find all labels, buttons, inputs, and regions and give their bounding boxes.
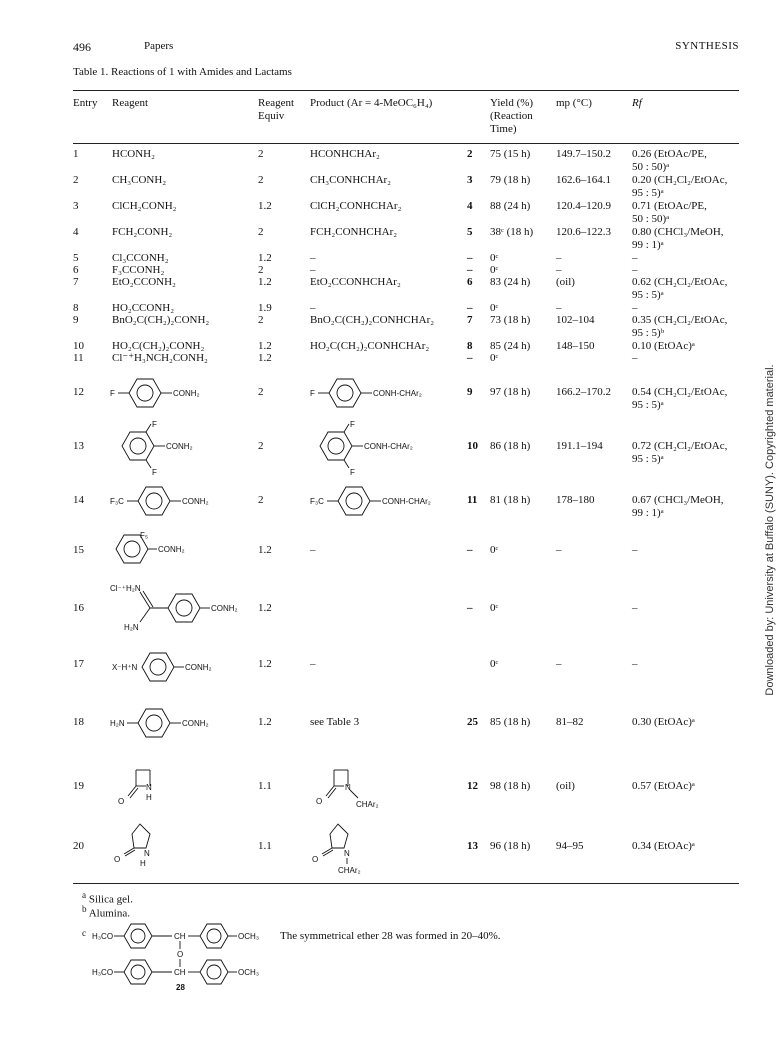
svg-text:O: O: [177, 950, 184, 959]
cell-entry: 9: [73, 314, 79, 326]
svg-text:F: F: [152, 468, 157, 477]
cell-reagent: Cl⁻⁺H₃NCH₂CONH₂: [112, 352, 208, 364]
svg-text:CHAr₂: CHAr₂: [338, 866, 361, 875]
cell-equiv: 2: [258, 440, 264, 452]
cell-mp: –: [556, 252, 562, 264]
cell-product: HCONHCHAr₂: [310, 148, 380, 160]
cell-mp: 149.7–150.2: [556, 148, 611, 160]
cell-yield: 83 (24 h): [490, 276, 531, 288]
structure-azetidinone: [110, 764, 170, 816]
cell-equiv: 1.2: [258, 200, 272, 212]
cell-yield: 73 (18 h): [490, 314, 531, 326]
cell-mp: –: [556, 544, 562, 556]
svg-text:F: F: [350, 420, 355, 429]
cell-rf: 0.10 (EtOAc)ᵃ: [632, 340, 695, 352]
structure-product-10: [316, 420, 466, 476]
svg-text:CHAr₂: CHAr₂: [356, 800, 379, 809]
cell-yield: 85 (24 h): [490, 340, 531, 352]
cell-mp: –: [556, 264, 562, 276]
cell-yield: 0ᶜ: [490, 302, 499, 314]
cell-mp: 94–95: [556, 840, 584, 852]
cell-yield: 0ᶜ: [490, 352, 499, 364]
cell-mp: 166.2–170.2: [556, 386, 611, 398]
cell-num: –: [467, 302, 473, 314]
cell-rf: 0.72 (CH₂Cl₂/EtOAc, 95 : 5)ᵃ: [632, 440, 728, 465]
cell-num: 8: [467, 340, 473, 352]
table-top-rule: [73, 90, 739, 91]
cell-rf: –: [632, 602, 638, 614]
section-title: Papers: [144, 40, 174, 52]
cell-entry: 2: [73, 174, 79, 186]
structure-4-fluorobenzamide: [110, 374, 220, 410]
cell-entry: 16: [73, 602, 84, 614]
cell-entry: 19: [73, 780, 84, 792]
svg-text:H₂N: H₂N: [110, 719, 125, 728]
cell-product: ClCH₂CONHCHAr₂: [310, 200, 402, 212]
cell-rf: –: [632, 302, 638, 314]
svg-text:F: F: [152, 420, 157, 429]
cell-num: 3: [467, 174, 473, 186]
cell-num: 12: [467, 780, 478, 792]
svg-text:CONH₂: CONH₂: [166, 442, 193, 451]
cell-yield: 96 (18 h): [490, 840, 531, 852]
svg-text:N: N: [146, 783, 152, 792]
structure-ether-28: [92, 922, 272, 992]
cell-mp: 102–104: [556, 314, 595, 326]
cell-mp: –: [556, 302, 562, 314]
svg-text:O: O: [316, 797, 323, 806]
cell-reagent: HO₂C(CH₂)₂CONH₂: [112, 340, 205, 352]
structure-4-aminobenzamide: [110, 704, 240, 740]
cell-rf: 0.62 (CH₂Cl₂/EtOAc, 95 : 5)ᵃ: [632, 276, 728, 301]
svg-text:F: F: [350, 468, 355, 477]
svg-text:CONH-CHAr₂: CONH-CHAr₂: [373, 389, 422, 398]
cell-entry: 20: [73, 840, 84, 852]
cell-mp: –: [556, 658, 562, 670]
cell-num: 5: [467, 226, 473, 238]
cell-product: –: [310, 658, 316, 670]
svg-text:O: O: [114, 855, 121, 864]
cell-num: 10: [467, 440, 478, 452]
cell-rf: 0.54 (CH₂Cl₂/EtOAc, 95 : 5)ᵃ: [632, 386, 728, 411]
cell-mp: 178–180: [556, 494, 595, 506]
svg-text:CONH₂: CONH₂: [182, 719, 209, 728]
cell-entry: 11: [73, 352, 84, 364]
cell-equiv: 2: [258, 314, 264, 326]
svg-text:CH: CH: [174, 932, 186, 941]
cell-mp: 120.6–122.3: [556, 226, 611, 238]
structure-2-6-difluorobenzamide: [118, 420, 228, 476]
cell-yield: 98 (18 h): [490, 780, 531, 792]
cell-product: EtO₂CCONHCHAr₂: [310, 276, 401, 288]
cell-entry: 6: [73, 264, 79, 276]
cell-yield: 38ᶜ (18 h): [490, 226, 534, 238]
structure-product-9: [310, 374, 460, 410]
svg-text:H: H: [140, 859, 146, 868]
footnote-a: $^a$ Silica gel.: [82, 890, 133, 906]
col-yield: Yield (%) (Reaction Time): [490, 97, 534, 135]
cell-num: –: [467, 544, 473, 556]
svg-text:CH: CH: [174, 968, 186, 977]
cell-rf: 0.26 (EtOAc/PE, 50 : 50)ᵃ: [632, 148, 707, 173]
cell-product: see Table 3: [310, 716, 360, 728]
cell-product: –: [310, 302, 316, 314]
col-mp: mp (°C): [556, 97, 592, 109]
cell-yield: 81 (18 h): [490, 494, 531, 506]
cell-num: 7: [467, 314, 473, 326]
cell-reagent: BnO₂C(CH₂)₂CONH₂: [112, 314, 210, 326]
structure-product-13: [308, 822, 388, 882]
svg-text:CONH-CHAr₂: CONH-CHAr₂: [364, 442, 413, 451]
svg-text:O: O: [118, 797, 125, 806]
cell-entry: 8: [73, 302, 79, 314]
cell-product: –: [310, 252, 316, 264]
cell-num: –: [467, 264, 473, 276]
cell-reagent: CH₃CONH₂: [112, 174, 167, 186]
footnote-c-mark: c: [82, 928, 87, 938]
svg-text:CONH₂: CONH₂: [158, 545, 185, 554]
col-rf: Rf: [632, 97, 642, 109]
cell-product: HO₂C(CH₂)₂CONHCHAr₂: [310, 340, 430, 352]
svg-text:H: H: [146, 793, 152, 802]
cell-equiv: 2: [258, 386, 264, 398]
cell-product: BnO₂C(CH₂)₂CONHCHAr₂: [310, 314, 435, 326]
cell-equiv: 1.2: [258, 602, 272, 614]
table-header-rule: [73, 143, 739, 144]
cell-product: –: [310, 264, 316, 276]
col-reagent: Reagent: [112, 97, 149, 109]
cell-reagent: ClCH₂CONH₂: [112, 200, 177, 212]
cell-product: –: [310, 544, 316, 556]
cell-rf: –: [632, 658, 638, 670]
cell-reagent: HCONH₂: [112, 148, 155, 160]
cell-entry: 13: [73, 440, 84, 452]
cell-yield: 88 (24 h): [490, 200, 531, 212]
svg-text:H₃CO: H₃CO: [92, 968, 114, 977]
cell-rf: 0.71 (EtOAc/PE, 50 : 50)ᵃ: [632, 200, 707, 225]
structure-amidinobenzamide: [110, 582, 260, 636]
svg-text:CONH₂: CONH₂: [211, 604, 238, 613]
cell-num: 6: [467, 276, 473, 288]
cell-rf: 0.67 (CHCl₃/MeOH, 99 : 1)ᵃ: [632, 494, 724, 519]
structure-4-trifluoromethylbenzamide: [110, 482, 230, 518]
svg-text:F: F: [110, 389, 115, 398]
cell-num: 25: [467, 716, 478, 728]
cell-entry: 1: [73, 148, 79, 160]
cell-yield: 86 (18 h): [490, 440, 531, 452]
structure-product-12: [308, 764, 388, 826]
cell-entry: 17: [73, 658, 84, 670]
cell-product: CH₃CONHCHAr₂: [310, 174, 392, 186]
cell-yield: 97 (18 h): [490, 386, 531, 398]
cell-entry: 15: [73, 544, 84, 556]
cell-num: 2: [467, 148, 473, 160]
col-equiv: Reagent Equiv: [258, 97, 295, 122]
journal-name: SYNTHESIS: [675, 40, 739, 52]
cell-rf: –: [632, 264, 638, 276]
cell-entry: 7: [73, 276, 79, 288]
cell-rf: –: [632, 252, 638, 264]
cell-rf: –: [632, 352, 638, 364]
svg-text:F₃C: F₃C: [110, 497, 124, 506]
cell-equiv: 1.2: [258, 716, 272, 728]
table-bottom-rule: [73, 883, 739, 884]
footnote-b: $^b$ Alumina.: [82, 904, 130, 920]
col-entry: Entry: [73, 97, 98, 109]
cell-equiv: 1.2: [258, 340, 272, 352]
svg-text:H₂N: H₂N: [124, 623, 139, 632]
cell-yield: 85 (18 h): [490, 716, 531, 728]
cell-yield: 0ᶜ: [490, 264, 499, 276]
structure-product-11: [310, 482, 470, 518]
cell-equiv: 2: [258, 226, 264, 238]
cell-equiv: 1.2: [258, 252, 272, 264]
cell-entry: 5: [73, 252, 79, 264]
cell-equiv: 1.2: [258, 544, 272, 556]
svg-text:N: N: [144, 849, 150, 858]
svg-text:F: F: [310, 389, 315, 398]
cell-entry: 12: [73, 386, 84, 398]
cell-num: –: [467, 352, 473, 364]
cell-rf: 0.20 (CH₂Cl₂/EtOAc, 95 : 5)ᵃ: [632, 174, 728, 199]
cell-entry: 18: [73, 716, 84, 728]
svg-text:F₃C: F₃C: [310, 497, 324, 506]
svg-text:H₃CO: H₃CO: [92, 932, 114, 941]
cell-equiv: 1.1: [258, 840, 272, 852]
svg-text:O: O: [312, 855, 319, 864]
cell-num: 4: [467, 200, 473, 212]
structure-pyrrolidinone: [110, 822, 170, 874]
svg-text:CONH₂: CONH₂: [173, 389, 200, 398]
cell-equiv: 1.9: [258, 302, 272, 314]
structure-pentafluorobenzamide: [112, 530, 212, 566]
cell-rf: 0.80 (CHCl₃/MeOH, 99 : 1)ᵃ: [632, 226, 724, 251]
cell-equiv: 2: [258, 264, 264, 276]
svg-text:OCH₃: OCH₃: [238, 932, 260, 941]
cell-entry: 3: [73, 200, 79, 212]
cell-entry: 14: [73, 494, 84, 506]
cell-rf: 0.35 (CH₂Cl₂/EtOAc, 95 : 5)ᵇ: [632, 314, 728, 339]
cell-num: –: [467, 252, 473, 264]
cell-mp: 148–150: [556, 340, 595, 352]
cell-yield: 0ᶜ: [490, 658, 499, 670]
cell-yield: 0ᶜ: [490, 252, 499, 264]
cell-rf: 0.30 (EtOAc)ᵃ: [632, 716, 695, 728]
svg-text:N: N: [344, 849, 350, 858]
cell-rf: –: [632, 544, 638, 556]
structure-pyridinium-carboxamide: [112, 648, 242, 684]
download-watermark: Downloaded by: University at Buffalo (SUNY). Copyrighted material.: [764, 364, 776, 696]
cell-mp: 81–82: [556, 716, 584, 728]
cell-mp: 191.1–194: [556, 440, 603, 452]
cell-yield: 75 (15 h): [490, 148, 531, 160]
cell-equiv: 1.2: [258, 352, 272, 364]
svg-text:Cl⁻⁺H₂N: Cl⁻⁺H₂N: [110, 584, 141, 593]
cell-yield: 79 (18 h): [490, 174, 531, 186]
cell-reagent: HO₂CCONH₂: [112, 302, 175, 314]
cell-equiv: 1.2: [258, 658, 272, 670]
cell-reagent: EtO₂CCONH₂: [112, 276, 176, 288]
svg-text:CONH₂: CONH₂: [185, 663, 212, 672]
cell-num: –: [467, 602, 473, 614]
cell-yield: 0ᶜ: [490, 602, 499, 614]
svg-text:N: N: [345, 783, 351, 792]
cell-rf: 0.57 (EtOAc)ᵃ: [632, 780, 695, 792]
cell-rf: 0.34 (EtOAc)ᵃ: [632, 840, 695, 852]
cell-entry: 10: [73, 340, 84, 352]
cell-reagent: Cl₃CCONH₂: [112, 252, 169, 264]
cell-equiv: 2: [258, 148, 264, 160]
svg-text:F₅: F₅: [140, 531, 149, 540]
svg-text:CONH-CHAr₂: CONH-CHAr₂: [382, 497, 431, 506]
cell-mp: (oil): [556, 276, 575, 288]
cell-num: 13: [467, 840, 478, 852]
svg-text:28: 28: [176, 983, 185, 992]
table-caption: Table 1. Reactions of 1 with Amides and Lactams: [73, 66, 292, 78]
footnote-c-text: The symmetrical ether 28 was formed in 20–40%.: [280, 930, 501, 942]
cell-reagent: FCH₂CONH₂: [112, 226, 173, 238]
cell-product: FCH₂CONHCHAr₂: [310, 226, 398, 238]
cell-mp: 162.6–164.1: [556, 174, 611, 186]
page-number: 496: [73, 40, 91, 54]
cell-mp: (oil): [556, 780, 575, 792]
cell-equiv: 1.2: [258, 276, 272, 288]
cell-mp: 120.4–120.9: [556, 200, 611, 212]
col-product: Product (Ar = 4-MeOC₆H₄): [310, 97, 433, 109]
svg-text:X⁻H⁺N: X⁻H⁺N: [112, 663, 138, 672]
cell-entry: 4: [73, 226, 79, 238]
cell-equiv: 2: [258, 494, 264, 506]
cell-num: 11: [467, 494, 478, 506]
cell-equiv: 2: [258, 174, 264, 186]
cell-yield: 0ᶜ: [490, 544, 499, 556]
cell-reagent: F₃CCONH₂: [112, 264, 165, 276]
cell-num: 9: [467, 386, 473, 398]
svg-text:OCH₃: OCH₃: [238, 968, 260, 977]
cell-equiv: 1.1: [258, 780, 272, 792]
svg-text:CONH₂: CONH₂: [182, 497, 209, 506]
